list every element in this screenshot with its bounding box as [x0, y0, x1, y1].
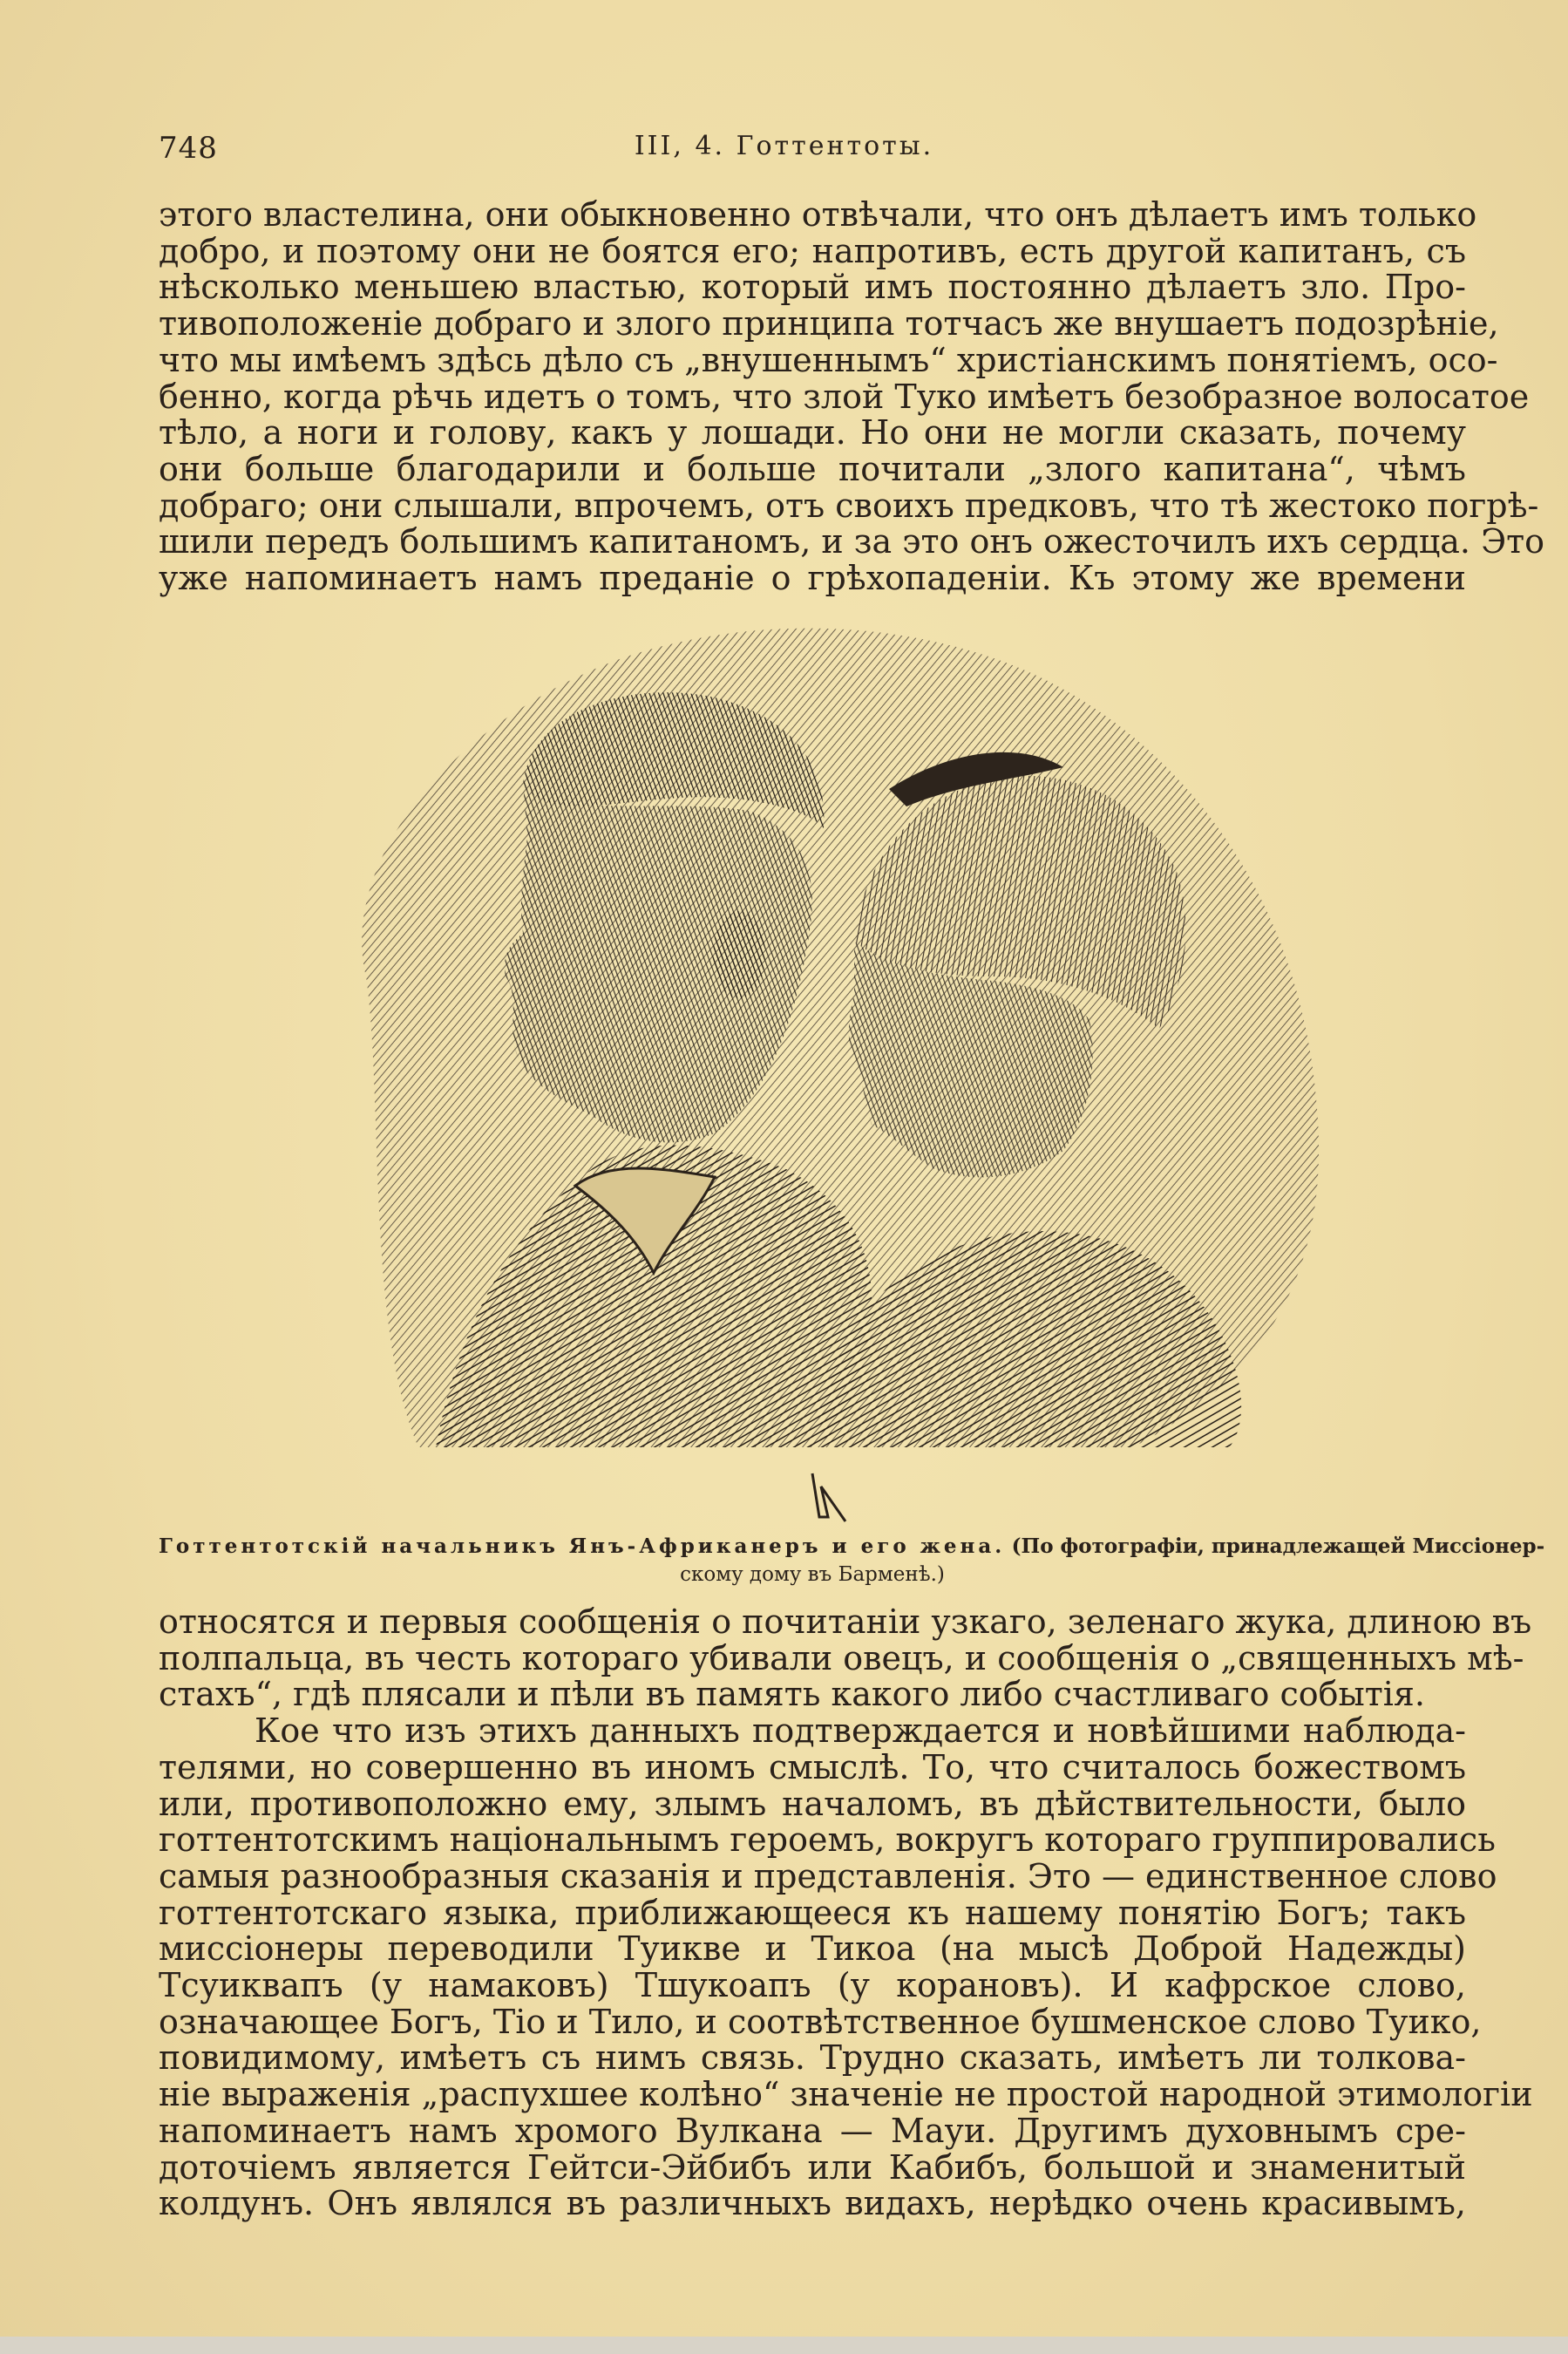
- text-line: колдунъ. Онъ являлся въ различныхъ видахъ, нерѣдко очень красивымъ,: [159, 2184, 1466, 2223]
- page-number: 748: [159, 131, 218, 166]
- text-line: готтентотскимъ національнымъ героемъ, вокругъ котораго группировались: [159, 1820, 1496, 1860]
- text-line: Тсуиквапъ (у намаковъ) Тшукоапъ (у корановъ). И кафрское слово,: [159, 1966, 1466, 2005]
- scan-bottom-edge: [0, 2337, 1568, 2354]
- bottom-paragraphs: [159, 1602, 1533, 2223]
- text-line: относятся и первыя сообщенія о почитаніи узкаго, зеленаго жука, длиною въ: [159, 1602, 1532, 1641]
- text-line: бенно, когда рѣчь идетъ о томъ, что злой Туко имѣетъ безобразное волосатое: [159, 377, 1530, 416]
- text-line: уже напоминаетъ намъ преданіе о грѣхопаденіи. Къ этому же времени: [159, 559, 1466, 598]
- caption-source: (По фотографіи, принадлежащей Миссіонер-: [1011, 1534, 1545, 1558]
- caption-line: [159, 1533, 1545, 1561]
- text-line: тивоположеніе добраго и злого принципа тотчасъ же внушаетъ подозрѣніе,: [159, 304, 1499, 344]
- portrait-engraving: [261, 610, 1342, 1526]
- text-line: добраго; они слышали, впрочемъ, отъ своихъ предковъ, что тѣ жестоко погрѣ-: [159, 486, 1539, 525]
- text-line: миссіонеры переводили Туикве и Тикоа (на мысѣ Доброй Надежды): [159, 1929, 1466, 1969]
- text-line: шили передъ большимъ капитаномъ, и за это онъ ожесточилъ ихъ сердца. Это: [159, 522, 1545, 561]
- text-line: напоминаетъ намъ хромого Вулкана — Мауи. Другимъ духовнымъ сре-: [159, 2111, 1466, 2150]
- text-line: самыя разнообразныя сказанія и представленія. Это — единственное слово: [159, 1856, 1497, 1895]
- text-line: тѣло, а ноги и голову, какъ у лошади. Но они не могли сказать, почему: [159, 413, 1466, 452]
- running-head: III, 4. Готтентоты.: [634, 131, 934, 161]
- text-line: готтентотскаго языка, приближающееся къ нашему понятію Богъ; такъ: [159, 1893, 1466, 1932]
- engraving-illustration: [261, 610, 1342, 1526]
- text-line: нѣсколько меньшею властью, который имъ постоянно дѣлаетъ зло. Про-: [159, 268, 1466, 307]
- caption-line-2: скому дому въ Барменѣ.): [680, 1563, 945, 1586]
- text-line: стахъ“, гдѣ плясали и пѣли въ память какого либо счастливаго событія.: [159, 1675, 1425, 1714]
- text-line: ніе выраженія „распухшее колѣно“ значеніе не простой народной этимологіи: [159, 2075, 1533, 2114]
- text-line: Кое что изъ этихъ данныхъ подтверждается и новѣйшими наблюда-: [255, 1711, 1466, 1751]
- text-line: или, противоположно ему, злымъ началомъ, въ дѣйствительности, было: [159, 1784, 1466, 1823]
- text-line: повидимому, имѣетъ съ нимъ связь. Трудно сказать, имѣетъ ли толкова-: [159, 2038, 1466, 2078]
- caption-title: Готтентотскій начальникъ Янъ-Африканеръ и его жена.: [159, 1534, 1006, 1558]
- text-line: этого властелина, они обыкновенно отвѣчали, что онъ дѣлаетъ имъ только: [159, 195, 1477, 234]
- text-line: добро, и поэтому они не боятся его; напротивъ, есть другой капитанъ, съ: [159, 231, 1466, 270]
- text-line: телями, но совершенно въ иномъ смыслѣ. То, что считалось божествомъ: [159, 1747, 1466, 1786]
- text-line: полпальца, въ честь котораго убивали овецъ, и сообщенія о „священныхъ мѣ-: [159, 1638, 1524, 1677]
- figure-caption: [159, 1533, 1545, 1589]
- top-paragraph: [159, 195, 1545, 598]
- text-line: что мы имѣемъ здѣсь дѣло съ „внушеннымъ“ христіанскимъ понятіемъ, осо-: [159, 340, 1498, 379]
- text-line: означающее Богъ, Тіо и Тило, и соотвѣтственное бушменское слово Туико,: [159, 2002, 1482, 2041]
- text-line: доточіемъ является Гейтси-Эйбибъ или Кабибъ, большой и знаменитый: [159, 2147, 1466, 2187]
- text-line: они больше благодарили и больше почитали „злого капитана“, чѣмъ: [159, 449, 1466, 488]
